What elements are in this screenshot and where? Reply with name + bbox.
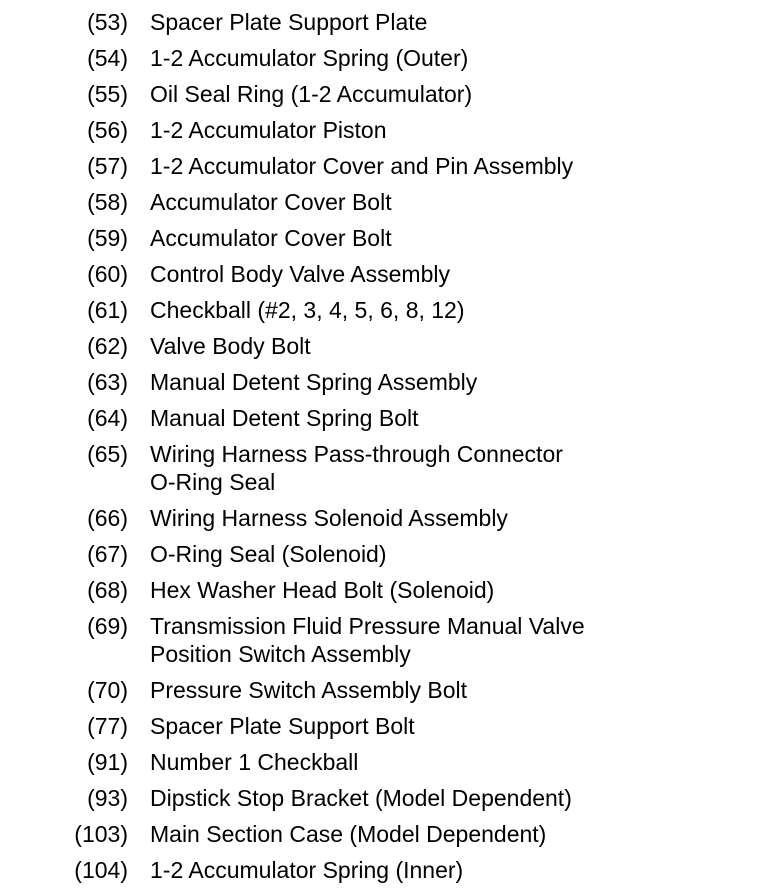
part-description: Control Body Valve Assembly <box>150 261 450 287</box>
part-description: 1-2 Accumulator Piston <box>150 117 387 143</box>
part-number: (60) <box>87 261 128 287</box>
part-number: (53) <box>87 9 128 35</box>
part-description: Accumulator Cover Bolt <box>150 225 392 251</box>
part-number: (65) <box>87 441 128 467</box>
part-description: Accumulator Cover Bolt <box>150 189 392 215</box>
part-number: (64) <box>87 405 128 431</box>
part-number: (68) <box>87 577 128 603</box>
part-number: (103) <box>74 821 128 847</box>
part-number: (61) <box>87 297 128 323</box>
part-number: (57) <box>87 153 128 179</box>
part-number: (62) <box>87 333 128 359</box>
part-number: (59) <box>87 225 128 251</box>
part-description: Manual Detent Spring Bolt <box>150 405 419 431</box>
part-number: (91) <box>87 749 128 775</box>
part-description: Wiring Harness Solenoid Assembly <box>150 505 508 531</box>
part-description: Spacer Plate Support Bolt <box>150 713 415 739</box>
list-item <box>0 188 768 216</box>
part-number: (55) <box>87 81 128 107</box>
list-item <box>0 540 768 568</box>
list-item <box>0 368 768 396</box>
parts-list <box>0 8 768 892</box>
part-number: (56) <box>87 117 128 143</box>
part-description: Main Section Case (Model Dependent) <box>150 821 547 847</box>
list-item <box>0 224 768 252</box>
part-description: Oil Seal Ring (1-2 Accumulator) <box>150 81 473 107</box>
list-item <box>0 8 768 36</box>
part-description: Pressure Switch Assembly Bolt <box>150 677 468 703</box>
list-item <box>0 152 768 180</box>
part-description: Wiring Harness Pass-through Connector O-Ring Seal <box>150 441 563 495</box>
list-item <box>0 712 768 740</box>
part-number: (63) <box>87 369 128 395</box>
list-item <box>0 404 768 432</box>
part-description: 1-2 Accumulator Spring (Inner) <box>150 857 464 883</box>
part-description: O-Ring Seal (Solenoid) <box>150 541 387 567</box>
list-item <box>0 856 768 884</box>
list-item <box>0 748 768 776</box>
list-item <box>0 296 768 324</box>
part-description: Dipstick Stop Bracket (Model Dependent) <box>150 785 572 811</box>
part-description: Hex Washer Head Bolt (Solenoid) <box>150 577 495 603</box>
list-item <box>0 612 768 668</box>
part-number: (93) <box>87 785 128 811</box>
list-item <box>0 332 768 360</box>
part-number: (77) <box>87 713 128 739</box>
part-description: Checkball (#2, 3, 4, 5, 6, 8, 12) <box>150 297 465 323</box>
list-item <box>0 820 768 848</box>
list-item <box>0 44 768 72</box>
list-item <box>0 260 768 288</box>
part-description: Valve Body Bolt <box>150 333 311 359</box>
part-number: (104) <box>74 857 128 883</box>
part-number: (66) <box>87 505 128 531</box>
list-item <box>0 676 768 704</box>
part-description: Transmission Fluid Pressure Manual Valve Position Switch Assembly <box>150 613 585 667</box>
part-number: (54) <box>87 45 128 71</box>
part-description: 1-2 Accumulator Cover and Pin Assembly <box>150 153 574 179</box>
part-number: (67) <box>87 541 128 567</box>
list-item <box>0 576 768 604</box>
part-description: 1-2 Accumulator Spring (Outer) <box>150 45 469 71</box>
part-description: Manual Detent Spring Assembly <box>150 369 478 395</box>
list-item <box>0 504 768 532</box>
list-item <box>0 80 768 108</box>
part-number: (58) <box>87 189 128 215</box>
list-item <box>0 784 768 812</box>
part-number: (69) <box>87 613 128 639</box>
part-description: Spacer Plate Support Plate <box>150 9 428 35</box>
part-number: (70) <box>87 677 128 703</box>
list-item <box>0 116 768 144</box>
list-item <box>0 440 768 496</box>
part-description: Number 1 Checkball <box>150 749 359 775</box>
